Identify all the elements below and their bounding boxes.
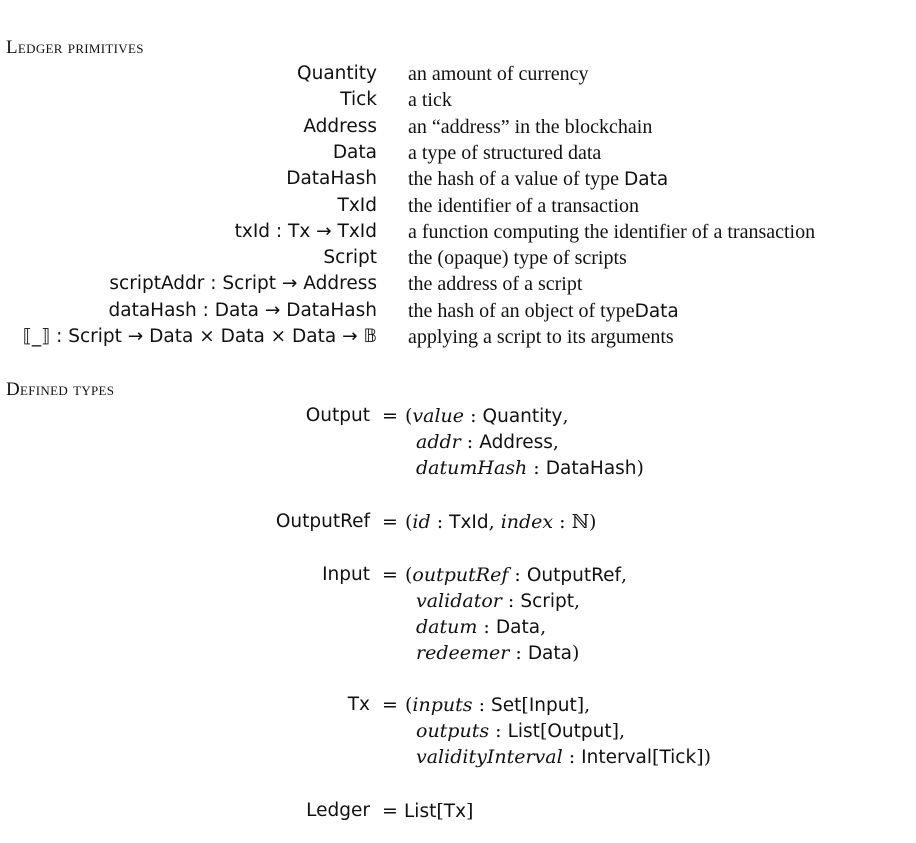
field-line <box>416 590 580 616</box>
field-type: Script <box>520 591 575 612</box>
description-text: the hash of an object of type <box>408 300 635 322</box>
type-name: Input <box>322 564 370 585</box>
field-type: List <box>404 801 437 822</box>
equals-sign: = <box>382 694 398 716</box>
primitive-name: Address <box>303 116 377 137</box>
equals-sign: = <box>382 405 398 427</box>
primitive-row <box>0 247 916 273</box>
primitive-row <box>0 168 916 194</box>
field-line <box>405 694 590 720</box>
colon: : <box>464 405 483 427</box>
equals-sign: = <box>382 564 398 586</box>
field-name: outputRef <box>412 564 509 586</box>
primitive-name: TxId <box>337 195 377 216</box>
paren-open: ( <box>405 511 413 533</box>
primitive-name: Tick <box>340 89 377 110</box>
comma: , <box>488 511 501 533</box>
field-line <box>404 800 473 826</box>
field-name: outputs <box>416 720 490 742</box>
primitive-name: dataHash : Data → DataHash <box>108 300 377 321</box>
primitive-name: Data <box>332 142 377 163</box>
field-line <box>416 720 625 746</box>
type-name: Ledger <box>306 800 370 821</box>
field-type: Address <box>479 432 553 453</box>
paren-close: ) <box>572 642 580 664</box>
field-name: id <box>412 511 431 533</box>
bracket-close: ]) <box>696 746 712 768</box>
field-type-arg: Tx <box>443 801 467 822</box>
colon: : <box>509 642 528 664</box>
field-name: addr <box>416 431 461 453</box>
primitive-name: ⟦_⟧ : Script → Data × Data × Data → 𝔹 <box>22 326 377 347</box>
primitive-row <box>0 116 916 142</box>
primitive-row <box>0 221 916 247</box>
field-name: validityInterval <box>416 746 563 768</box>
type-name: Tx <box>347 694 370 715</box>
comma: , <box>540 616 547 638</box>
primitive-description: the (opaque) type of scripts <box>408 247 627 269</box>
bracket-open: [ <box>652 746 660 768</box>
field-line <box>405 511 596 537</box>
field-type: DataHash <box>545 458 637 479</box>
type-name: OutputRef <box>275 511 370 532</box>
primitive-description: an amount of currency <box>408 63 589 85</box>
field-name: redeemer <box>416 642 510 664</box>
primitive-name: Quantity <box>297 63 377 84</box>
description-text: the hash of a value of type <box>408 168 625 190</box>
description-code: Data <box>624 169 669 190</box>
field-type: ℕ <box>571 511 589 533</box>
bracket-close: ] <box>466 800 474 822</box>
primitive-description: applying a script to its arguments <box>408 326 674 348</box>
field-type-arg: Input <box>528 695 577 716</box>
field-name: datumHash <box>416 457 528 479</box>
paren-open: ( <box>405 694 413 716</box>
primitive-row <box>0 326 916 352</box>
field-line <box>416 616 546 642</box>
primitive-row <box>0 195 916 221</box>
primitive-row <box>0 273 916 299</box>
primitive-description: a tick <box>408 89 452 111</box>
field-name: index <box>500 511 554 533</box>
field-type-arg: Output <box>547 721 612 742</box>
field-name: inputs <box>412 694 473 716</box>
type-name: Output <box>305 405 370 426</box>
primitive-description: a type of structured data <box>408 142 602 164</box>
colon: : <box>489 720 508 742</box>
paren-close: ) <box>636 457 644 479</box>
bracket-open: [ <box>539 720 548 742</box>
primitive-row <box>0 142 916 168</box>
field-type: Quantity <box>482 406 563 427</box>
primitive-description <box>408 168 668 191</box>
field-name: value <box>412 405 465 427</box>
primitive-name: Script <box>323 247 377 268</box>
colon: : <box>508 564 527 586</box>
field-type-arg: Tick <box>659 747 697 768</box>
field-type: OutputRef <box>526 565 622 586</box>
comma: , <box>552 431 559 453</box>
colon: : <box>527 457 546 479</box>
field-line <box>405 564 627 590</box>
field-type: TxId <box>449 512 489 533</box>
equals-sign: = <box>382 511 398 533</box>
primitive-description: the address of a script <box>408 273 583 295</box>
colon: : <box>562 746 582 768</box>
colon: : <box>553 511 572 533</box>
primitive-name: scriptAddr : Script → Address <box>109 273 377 294</box>
field-name: datum <box>416 616 478 638</box>
section-heading-ledger-primitives: Ledger primitives <box>6 37 144 58</box>
primitive-row <box>0 300 916 326</box>
bracket-open: [ <box>521 694 529 716</box>
primitive-description: an “address” in the blockchain <box>408 116 653 138</box>
field-type: List <box>507 721 540 742</box>
primitive-row <box>0 63 916 89</box>
colon: : <box>460 431 480 453</box>
equals-sign: = <box>382 800 398 822</box>
section-heading-defined-types: Defined types <box>6 379 115 400</box>
field-line <box>416 746 711 772</box>
primitive-description: a function computing the identifier of a transaction <box>408 221 816 243</box>
field-line <box>416 457 644 483</box>
bracket-open: [ <box>436 800 444 822</box>
field-line <box>416 431 559 457</box>
field-type: Interval <box>581 747 653 768</box>
paren-open: ( <box>405 564 413 586</box>
field-type: Data <box>495 617 541 638</box>
colon: : <box>472 694 492 716</box>
primitive-name: txId : Tx → TxId <box>234 221 377 242</box>
description-code: Data <box>634 301 679 322</box>
colon: : <box>430 511 450 533</box>
primitive-description: the identifier of a transaction <box>408 195 640 217</box>
bracket-close: ], <box>611 720 626 742</box>
primitive-name: DataHash <box>286 168 377 189</box>
paren-close: ) <box>589 511 597 533</box>
primitive-row <box>0 89 916 115</box>
field-line <box>405 405 569 431</box>
comma: , <box>621 564 628 586</box>
paren-open: ( <box>405 405 413 427</box>
colon: : <box>477 616 496 638</box>
colon: : <box>501 590 521 612</box>
field-line <box>416 642 579 668</box>
bracket-close: ], <box>576 694 591 716</box>
primitive-description <box>408 300 679 323</box>
field-type: Data <box>527 643 572 664</box>
field-name: validator <box>416 590 502 612</box>
comma: , <box>562 405 569 427</box>
comma: , <box>574 590 581 612</box>
field-type: Set <box>491 695 522 716</box>
